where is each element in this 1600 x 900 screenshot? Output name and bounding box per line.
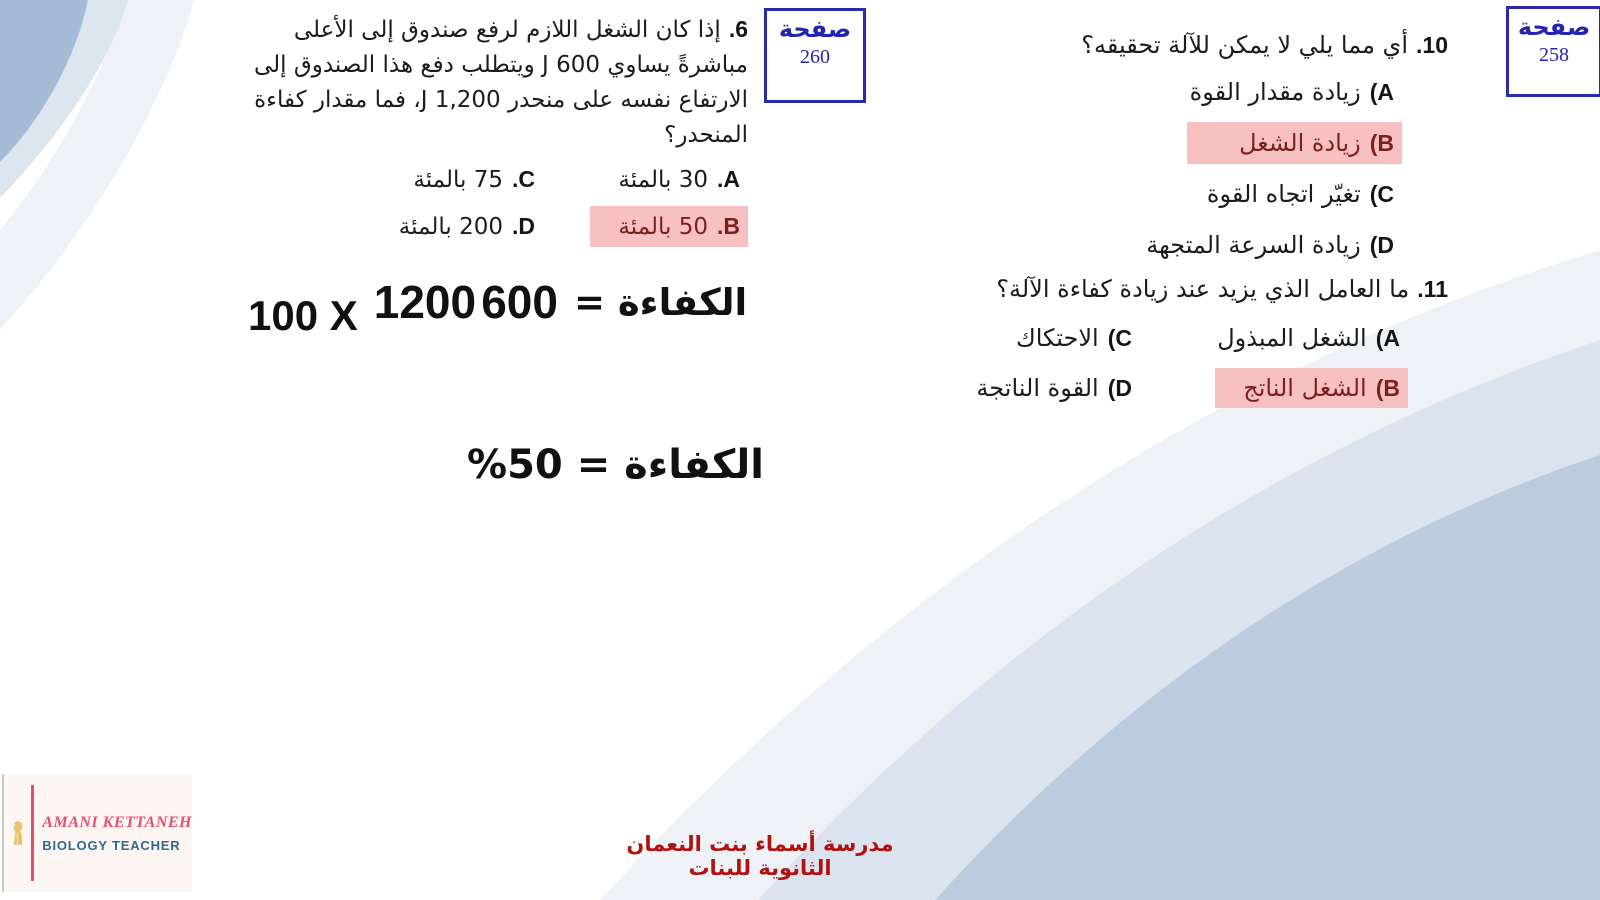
option-cell xyxy=(543,206,748,247)
option-row xyxy=(928,122,1448,164)
option-letter: (C xyxy=(1369,181,1394,207)
option-text: 30 بالمئة xyxy=(618,167,708,193)
option-cell xyxy=(543,159,748,200)
question-6-line-4: المنحدر؟ xyxy=(664,122,748,148)
option-row xyxy=(928,224,1448,266)
q11-options-grid xyxy=(888,318,1408,408)
q6-option-c xyxy=(385,159,543,200)
q6-option-a xyxy=(590,159,748,200)
option-letter: (A xyxy=(1369,79,1394,105)
q6-option-b-highlighted xyxy=(590,206,748,247)
question-6-text: إذا كان الشغل اللازم لرفع صندوق إلى الأعلى xyxy=(293,17,721,43)
page-ref-number: 258 xyxy=(1539,44,1569,66)
question-10-number: .10 xyxy=(1416,32,1448,58)
page-ref-label: صفحة xyxy=(778,15,852,43)
woman-silhouette-icon xyxy=(10,781,25,885)
option-text: زيادة الشغل xyxy=(1239,129,1361,157)
efficiency-formula xyxy=(230,276,747,340)
formula-fraction xyxy=(374,276,558,328)
question-11 xyxy=(888,272,1448,408)
q10-option-d xyxy=(1094,224,1402,266)
formula-label: الكفاءة = xyxy=(573,281,748,324)
teacher-logo xyxy=(2,774,192,892)
option-letter: (A xyxy=(1375,325,1400,351)
question-10 xyxy=(928,28,1448,266)
option-letter: (D xyxy=(1107,375,1132,401)
option-cell xyxy=(900,318,1140,358)
option-text: 50 بالمئة xyxy=(618,214,708,240)
teacher-title: BIOLOGY TEACHER xyxy=(42,837,181,853)
option-text: القوة الناتجة xyxy=(976,374,1099,402)
option-letter: .C xyxy=(512,166,535,192)
q10-option-b-highlighted xyxy=(1187,122,1402,164)
question-6 xyxy=(28,12,748,247)
option-text: زيادة السرعة المتجهة xyxy=(1146,231,1361,259)
option-cell xyxy=(900,368,1140,408)
option-letter: .A xyxy=(717,166,740,192)
option-cell xyxy=(303,159,543,200)
option-text: الشغل الناتج xyxy=(1243,374,1367,402)
page-ref-box-258 xyxy=(1506,6,1600,97)
option-letter: .B xyxy=(717,213,740,239)
q11-option-c xyxy=(988,318,1140,358)
option-text: الشغل المبذول xyxy=(1217,324,1367,352)
q10-option-a xyxy=(1138,71,1402,113)
option-letter: .D xyxy=(512,213,535,239)
question-11-number: .11 xyxy=(1417,276,1448,302)
option-cell xyxy=(303,206,543,247)
question-6-line-2: مباشرةً يساوي 600 J ويتطلب دفع هذا الصندوق إلى xyxy=(254,52,748,78)
q11-option-d xyxy=(948,368,1140,408)
question-6-line-3: الارتفاع نفسه على منحدر 1,200 J، فما مقدار كفاءة xyxy=(254,87,748,113)
option-cell xyxy=(1140,368,1408,408)
option-letter: (B xyxy=(1375,375,1400,401)
page-ref-label: صفحة xyxy=(1517,13,1591,41)
option-letter: (C xyxy=(1107,325,1132,351)
q10-option-c xyxy=(1155,173,1402,215)
option-cell xyxy=(1140,318,1408,358)
option-text: زيادة مقدار القوة xyxy=(1189,78,1361,106)
question-10-text: أي مما يلي لا يمكن للآلة تحقيقه؟ xyxy=(1081,31,1409,59)
option-row xyxy=(928,71,1448,113)
fraction-denominator: 1200 xyxy=(373,276,477,328)
question-6-number: .6 xyxy=(728,16,748,42)
efficiency-result: الكفاءة = 50% xyxy=(467,442,764,488)
page-ref-box-260 xyxy=(764,8,866,103)
fraction-numerator: 600 xyxy=(481,276,558,328)
logo-divider xyxy=(31,785,34,881)
question-6-line-1 xyxy=(28,12,748,48)
option-text: 200 بالمئة xyxy=(398,214,503,240)
option-row xyxy=(928,173,1448,215)
q11-option-a xyxy=(1189,318,1408,358)
option-text: 75 بالمئة xyxy=(413,167,503,193)
question-10-stem xyxy=(928,28,1448,62)
teacher-name: AMANI KETTANEH xyxy=(42,813,192,831)
question-11-stem xyxy=(888,272,1448,306)
q6-options-grid xyxy=(298,159,748,247)
option-text: الاحتكاك xyxy=(1015,324,1099,352)
question-11-text: ما العامل الذي يزيد عند زيادة كفاءة الآلة؟ xyxy=(996,275,1410,303)
formula-multiplier: 100 X xyxy=(248,292,358,339)
logo-text xyxy=(42,814,192,853)
q6-option-d xyxy=(371,206,543,247)
school-name: مدرسة أسماء بنت النعمان الثانوية للبنات xyxy=(626,832,894,880)
q11-option-b-highlighted xyxy=(1215,368,1408,408)
option-text: تغيّر اتجاه القوة xyxy=(1206,180,1361,208)
option-letter: (D xyxy=(1369,232,1394,258)
option-letter: (B xyxy=(1369,130,1394,156)
page-ref-number: 260 xyxy=(800,46,830,68)
